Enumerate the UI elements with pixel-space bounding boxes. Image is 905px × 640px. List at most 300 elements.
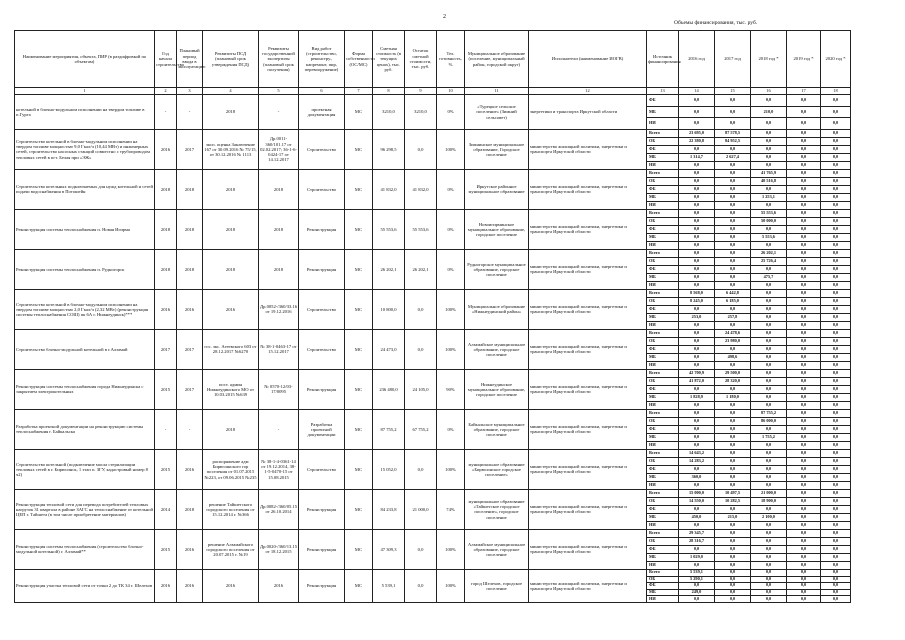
- psd-details: 2018: [203, 249, 259, 289]
- object-name: Реконструкция системы теплоснабжения п. Рудногорск: [15, 249, 155, 289]
- funding-amount: 0,0: [679, 209, 715, 217]
- column-header: Форма собственности (ОС/МС): [345, 31, 373, 88]
- funding-amount: 2 100,0: [751, 513, 787, 521]
- funding-amount: 10 282,5: [715, 497, 751, 505]
- funding-source: ОБ: [647, 297, 679, 305]
- column-number: 15: [715, 88, 751, 95]
- funding-amount: 0,0: [787, 497, 821, 505]
- funding-amount: 0,0: [679, 353, 715, 361]
- psd-details: 2018: [203, 209, 259, 249]
- funding-amount: 0,0: [787, 481, 821, 489]
- column-number: 9: [405, 88, 437, 95]
- funding-amount: 0,0: [821, 561, 851, 569]
- column-number: 6: [299, 88, 345, 95]
- expertise-details: 2018: [259, 249, 299, 289]
- funding-amount: 0,0: [715, 161, 751, 169]
- funding-amount: 0,0: [787, 401, 821, 409]
- funding-amount: 0,0: [751, 369, 787, 377]
- executor: министерство жилищной политики, энергетики и транспорта Иркутской области: [529, 449, 647, 489]
- commission-period: 2016: [177, 289, 203, 329]
- funding-amount: 0,0: [751, 441, 787, 449]
- funding-amount: 0,0: [679, 281, 715, 289]
- funding-amount: 0,0: [715, 265, 751, 273]
- funding-amount: 0,0: [715, 589, 751, 596]
- funding-amount: 0,0: [715, 433, 751, 441]
- funding-amount: 41 872,0: [679, 377, 715, 385]
- funding-amount: 0,0: [679, 177, 715, 185]
- funding-amount: 0,0: [751, 553, 787, 561]
- funding-source: ФБ: [647, 465, 679, 473]
- funding-amount: 0,0: [715, 449, 751, 457]
- funding-amount: 0,0: [751, 589, 787, 596]
- funding-amount: 0,0: [787, 281, 821, 289]
- funding-amount: 0,0: [715, 553, 751, 561]
- funding-amount: 0,0: [787, 425, 821, 433]
- start-year: 2015: [155, 529, 177, 569]
- funding-amount: 0,0: [679, 95, 715, 107]
- executor: министерство жилищной политики, энергетики и транспорта Иркутской области: [529, 169, 647, 209]
- funding-amount: 0,0: [787, 353, 821, 361]
- start-year: 2016: [155, 129, 177, 169]
- funding-source: Всего: [647, 569, 679, 576]
- funding-amount: 5 290,1: [679, 576, 715, 583]
- readiness: 74%: [437, 489, 465, 529]
- work-type: Строительство: [299, 129, 345, 169]
- table-row: [15, 369, 851, 377]
- funding-amount: 0,0: [821, 361, 851, 369]
- funding-amount: 0,0: [821, 425, 851, 433]
- readiness: 100%: [437, 449, 465, 489]
- psd-details: 2018: [203, 169, 259, 209]
- ownership: МС: [345, 569, 373, 602]
- funding-amount: 0,0: [715, 569, 751, 576]
- column-number: 1: [15, 88, 155, 95]
- work-type: проектная документация: [299, 95, 345, 130]
- funding-amount: 0,0: [787, 137, 821, 145]
- funding-amount: 0,0: [821, 118, 851, 130]
- funding-amount: 0,0: [679, 106, 715, 118]
- funding-amount: 0,0: [787, 561, 821, 569]
- funding-amount: 0,0: [751, 265, 787, 273]
- funding-amount: 0,0: [715, 361, 751, 369]
- funding-amount: 0,0: [821, 161, 851, 169]
- funding-amount: 450,0: [679, 513, 715, 521]
- funding-amount: 0,0: [787, 289, 821, 297]
- start-year: 2015: [155, 449, 177, 489]
- funding-amount: 0,0: [787, 257, 821, 265]
- funding-amount: 0,0: [751, 569, 787, 576]
- funding-amount: 0,0: [787, 589, 821, 596]
- municipality: Байкальское муниципальное образование, городское поселение: [465, 409, 529, 449]
- column-header: 2019 год *: [787, 31, 821, 88]
- ownership: МС: [345, 329, 373, 369]
- funding-amount: 0,0: [679, 583, 715, 590]
- funding-amount: 0,0: [751, 153, 787, 161]
- funding-amount: 0,0: [821, 201, 851, 209]
- funding-amount: 0,0: [679, 305, 715, 313]
- funding-amount: 0,0: [821, 169, 851, 177]
- funding-amount: 29 500,0: [715, 369, 751, 377]
- object-name: Реконструкция тепловой сети для перевода потребителей тепловых нагрузок 31 квартала в районе ЗАГС на теплоснабжение от котельной ЦЕП г. Тайшета (в том числе приобретение материалов): [15, 489, 155, 529]
- funding-amount: 249,0: [679, 589, 715, 596]
- funding-amount: 1 029,0: [679, 553, 715, 561]
- object-name: Строительство котельной в блочно-модульном исполнении на твердом топливе мощностью 2,0 Гкал/ч (2,32 МВт) (реконструкция системы теплоснабжения СОШ) пк 6А г. Нижнеудинск)***: [15, 289, 155, 329]
- readiness: 0%: [437, 409, 465, 449]
- funding-amount: 0,0: [751, 329, 787, 337]
- estimated-cost: 15 052,0: [373, 449, 405, 489]
- funding-amount: 0,0: [821, 193, 851, 201]
- table-row: [15, 529, 851, 537]
- funding-amount: 0,0: [715, 473, 751, 481]
- funding-amount: 0,0: [787, 596, 821, 603]
- funding-amount: 0,0: [821, 321, 851, 329]
- start-year: -: [155, 95, 177, 130]
- funding-amount: 0,0: [787, 321, 821, 329]
- column-number: 11: [465, 88, 529, 95]
- object-name: Разработка проектной документации на реконструкцию системы теплоснабжения г. Байкальска: [15, 409, 155, 449]
- funding-amount: 0,0: [751, 161, 787, 169]
- column-number: 14: [679, 88, 715, 95]
- funding-amount: 0,0: [751, 473, 787, 481]
- funding-amount: 0,0: [787, 345, 821, 353]
- funding-amount: 0,0: [787, 521, 821, 529]
- object-name: Реконструкция системы теплоснабжения п. Новая Игирма: [15, 209, 155, 249]
- funding-source: МБ: [647, 193, 679, 201]
- funding-amount: 0,0: [679, 433, 715, 441]
- table-row: [15, 129, 851, 137]
- psd-details: 2018: [203, 95, 259, 130]
- funding-amount: 0,0: [715, 217, 751, 225]
- funding-amount: 0,0: [821, 233, 851, 241]
- expertise-details: -: [259, 95, 299, 130]
- funding-amount: 0,0: [715, 576, 751, 583]
- expertise-details: № 38-1-4-0361-14 от 19.12.2014, 38-1-5-0470-15 от 15.08.2015: [259, 449, 299, 489]
- funding-amount: 0,0: [679, 145, 715, 153]
- funding-source: ФБ: [647, 265, 679, 273]
- funding-amount: 0,0: [679, 481, 715, 489]
- start-year: 2015: [155, 369, 177, 409]
- funding-amount: 0,0: [821, 473, 851, 481]
- funding-source: МБ: [647, 233, 679, 241]
- funding-amount: 0,0: [751, 241, 787, 249]
- funding-source: МБ: [647, 106, 679, 118]
- column-number: 3: [177, 88, 203, 95]
- psd-details: 2018: [203, 409, 259, 449]
- municipality: Рудногорское муниципальное образование, городское поселение: [465, 249, 529, 289]
- funding-amount: 0,0: [821, 289, 851, 297]
- expertise-details: № 0570-12/03-17/0095: [259, 369, 299, 409]
- funding-amount: 0,0: [821, 545, 851, 553]
- ownership: МС: [345, 529, 373, 569]
- table-row: [15, 489, 851, 497]
- funding-amount: 0,0: [679, 596, 715, 603]
- funding-amount: 0,0: [679, 521, 715, 529]
- executor: министерство жилищной политики, энергетики и транспорта Иркутской области: [529, 329, 647, 369]
- funding-source: МБ: [647, 473, 679, 481]
- work-type: Реконструкция: [299, 489, 345, 529]
- funding-amount: 0,0: [751, 583, 787, 590]
- funding-source: Всего: [647, 489, 679, 497]
- column-header: 2018 год *: [751, 31, 787, 88]
- funding-amount: 0,0: [787, 177, 821, 185]
- readiness: 100%: [437, 329, 465, 369]
- funding-amount: 0,0: [715, 505, 751, 513]
- funding-amount: 0,0: [751, 313, 787, 321]
- funding-source: ФБ: [647, 385, 679, 393]
- funding-amount: 0,0: [787, 441, 821, 449]
- funding-amount: 0,0: [787, 473, 821, 481]
- work-type: Реконструкция: [299, 529, 345, 569]
- expertise-details: Др.0020-/360/13.15 от 18.12.2015: [259, 529, 299, 569]
- funding-amount: 0,0: [821, 305, 851, 313]
- remaining-cost: 55 553,6: [405, 209, 437, 249]
- estimated-cost: 55 553,6: [373, 209, 405, 249]
- funding-source: ОБ: [647, 576, 679, 583]
- funding-amount: 0,0: [751, 137, 787, 145]
- readiness: 0%: [437, 209, 465, 249]
- column-number: 18: [821, 88, 851, 95]
- funding-amount: 0,0: [751, 118, 787, 130]
- funding-amount: 0,0: [751, 185, 787, 193]
- funding-amount: 0,0: [821, 137, 851, 145]
- funding-amount: 0,0: [751, 201, 787, 209]
- funding-amount: 0,0: [821, 576, 851, 583]
- funding-amount: 0,0: [821, 457, 851, 465]
- municipality: муниципальное образование «Бирюсинское городское поселение»: [465, 449, 529, 489]
- funding-amount: 0,0: [821, 589, 851, 596]
- ownership: МС: [345, 169, 373, 209]
- start-year: -: [155, 409, 177, 449]
- funding-amount: 0,0: [715, 106, 751, 118]
- funding-amount: 0,0: [787, 297, 821, 305]
- funding-amount: 0,0: [679, 273, 715, 281]
- funding-amount: 0,0: [715, 385, 751, 393]
- work-type: Строительство: [299, 329, 345, 369]
- funding-amount: 23 980,0: [715, 337, 751, 345]
- funding-amount: 18 900,0: [751, 497, 787, 505]
- executor: энергетики и транспорта Иркутской области: [529, 95, 647, 130]
- funding-amount: 0,0: [787, 417, 821, 425]
- funding-amount: 0,0: [751, 145, 787, 153]
- funding-amount: 0,0: [821, 409, 851, 417]
- column-number: 12: [529, 88, 647, 95]
- funding-amount: 15 000,0: [679, 489, 715, 497]
- funding-amount: 0,0: [821, 505, 851, 513]
- funding-amount: 0,0: [787, 249, 821, 257]
- work-type: Строительство: [299, 289, 345, 329]
- funding-amount: 0,0: [715, 95, 751, 107]
- municipality: Алзамайское муниципальное образование, городское поселение: [465, 329, 529, 369]
- executor: министерство жилищной политики, энергетики и транспорта Иркутской области: [529, 249, 647, 289]
- funding-amount: 257,8: [715, 313, 751, 321]
- funding-amount: 0,0: [821, 497, 851, 505]
- funding-amount: 42 700,9: [679, 369, 715, 377]
- funding-amount: 0,0: [821, 537, 851, 545]
- ownership: МС: [345, 209, 373, 249]
- funding-amount: 0,0: [821, 553, 851, 561]
- funding-source: ОБ: [647, 137, 679, 145]
- funding-amount: 0,0: [821, 217, 851, 225]
- commission-period: 2017: [177, 369, 203, 409]
- funding-amount: 0,0: [751, 297, 787, 305]
- funding-amount: 0,0: [787, 545, 821, 553]
- funding-amount: 0,0: [821, 249, 851, 257]
- funding-source: НИ: [647, 481, 679, 489]
- funding-amount: 1 828,9: [679, 393, 715, 401]
- page-number: 2: [443, 14, 446, 20]
- funding-source: Всего: [647, 209, 679, 217]
- funding-amount: 0,0: [821, 265, 851, 273]
- funding-amount: 0,0: [679, 185, 715, 193]
- funding-amount: 0,0: [787, 583, 821, 590]
- estimated-cost: 236 480,0: [373, 369, 405, 409]
- funding-amount: 0,0: [679, 118, 715, 130]
- funding-amount: 0,0: [715, 481, 751, 489]
- funding-amount: 84 952,5: [715, 137, 751, 145]
- funding-source: Всего: [647, 369, 679, 377]
- funding-amount: 0,0: [787, 217, 821, 225]
- commission-period: 2016: [177, 529, 203, 569]
- funding-amount: 0,0: [821, 329, 851, 337]
- column-header: 2017 год: [715, 31, 751, 88]
- funding-amount: 0,0: [787, 265, 821, 273]
- funding-amount: 1 180,0: [715, 393, 751, 401]
- funding-source: НИ: [647, 441, 679, 449]
- commission-period: 2018: [177, 489, 203, 529]
- funding-amount: 0,0: [787, 193, 821, 201]
- funding-source: НИ: [647, 596, 679, 603]
- funding-amount: 22 380,8: [679, 137, 715, 145]
- psd-details: эксп. оценка Заключение 167 от 30.09.2016 № 75/15, от 30.12.2016 № 1113: [203, 129, 259, 169]
- column-header: Реквизиты государственной экспертизы (плановый срок получения): [259, 31, 299, 88]
- funding-source: МБ: [647, 553, 679, 561]
- readiness: 100%: [437, 569, 465, 602]
- funding-amount: 0,0: [821, 521, 851, 529]
- expertise-details: 2016: [259, 569, 299, 602]
- funding-amount: 0,0: [787, 393, 821, 401]
- remaining-cost: 26 202,1: [405, 249, 437, 289]
- psd-details: 2016: [203, 569, 259, 602]
- funding-amount: 0,0: [751, 425, 787, 433]
- commission-period: 2018: [177, 169, 203, 209]
- funding-amount: 14 550,0: [679, 497, 715, 505]
- funding-amount: 0,0: [715, 583, 751, 590]
- funding-amount: 0,0: [715, 241, 751, 249]
- executor: министерство жилищной политики, энергетики и транспорта Иркутской области: [529, 369, 647, 409]
- funding-amount: 0,0: [751, 289, 787, 297]
- funding-source: ФБ: [647, 145, 679, 153]
- funding-source: ФБ: [647, 425, 679, 433]
- funding-amount: 0,0: [787, 233, 821, 241]
- remaining-cost: 67 755,2: [405, 409, 437, 449]
- funding-amount: 0,0: [821, 401, 851, 409]
- funding-amount: 1 755,2: [751, 433, 787, 441]
- funding-source: ФБ: [647, 345, 679, 353]
- funding-amount: 28 316,7: [679, 537, 715, 545]
- funding-amount: 0,0: [787, 337, 821, 345]
- municipality: Алзамайское муниципальное образование, городское поселение: [465, 529, 529, 569]
- work-type: Реконструкция: [299, 209, 345, 249]
- funding-amount: 0,0: [679, 265, 715, 273]
- funding-amount: 0,0: [787, 201, 821, 209]
- funding-source: ФБ: [647, 583, 679, 590]
- funding-amount: 0,0: [821, 529, 851, 537]
- municipality: Иркутское районное муниципальное образование: [465, 169, 529, 209]
- remaining-cost: 3210,0: [405, 95, 437, 130]
- funding-amount: 0,0: [679, 241, 715, 249]
- funding-amount: 0,0: [715, 465, 751, 473]
- work-type: Строительство: [299, 169, 345, 209]
- funding-source: ОБ: [647, 537, 679, 545]
- table-row: [15, 289, 851, 297]
- funding-amount: 0,0: [715, 249, 751, 257]
- funding-amount: 21 000,0: [751, 489, 787, 497]
- ownership: МС: [345, 249, 373, 289]
- object-name: Строительство котельной в блочно-модульном исполнении на твердом топливе мощностью 9,0 Гкал/ч (10,44 МВт) и инженерных сетей, строительство насосных станций совместно с трубопроводом тепловых сетей в пгт. Белая при «ЭЖ»: [15, 129, 155, 169]
- funding-amount: 8 245,0: [679, 297, 715, 305]
- ownership: МС: [345, 409, 373, 449]
- funding-amount: 0,0: [821, 489, 851, 497]
- funding-amount: 0,0: [715, 521, 751, 529]
- expertise-details: Др.0011-360/101.17 от 02.02.2017; 36-1-6-0424-17 от 14.12.2017: [259, 129, 299, 169]
- executor: министерство жилищной политики, энергетики и транспорта Иркутской области: [529, 569, 647, 602]
- funding-source: ОБ: [647, 377, 679, 385]
- work-type: Реконструкция: [299, 249, 345, 289]
- funding-amount: 0,0: [821, 185, 851, 193]
- investment-table: [14, 30, 851, 603]
- funding-amount: 0,0: [679, 169, 715, 177]
- expertise-details: Др.0052-/360/33.16 от 19.12.2016: [259, 289, 299, 329]
- executor: министерство жилищной политики, энергетики и транспорта Иркутской области: [529, 409, 647, 449]
- funding-source: МБ: [647, 433, 679, 441]
- column-number-row: [15, 88, 851, 95]
- funding-amount: 0,0: [751, 361, 787, 369]
- funding-amount: 0,0: [679, 361, 715, 369]
- object-name: Реконструкция участка тепловой сети от точки 2 до ТК 34 г. Шелехов: [15, 569, 155, 602]
- funding-amount: 0,0: [679, 161, 715, 169]
- start-year: 2017: [155, 329, 177, 369]
- column-number: 4: [203, 88, 259, 95]
- table-row: [15, 169, 851, 177]
- funding-amount: 0,0: [679, 441, 715, 449]
- commission-period: 2016: [177, 449, 203, 489]
- start-year: 2018: [155, 249, 177, 289]
- funding-amount: 87 755,2: [751, 409, 787, 417]
- funding-amount: 0,0: [821, 153, 851, 161]
- column-number: 7: [345, 88, 373, 95]
- table-row: [15, 409, 851, 417]
- commission-period: 2017: [177, 329, 203, 369]
- funding-amount: 0,0: [715, 233, 751, 241]
- estimated-cost: 10 800,0: [373, 289, 405, 329]
- funding-amount: 0,0: [679, 233, 715, 241]
- object-name: Реконструкция системы теплоснабжения города Нижнеудинска с закрытием электрокотельных: [15, 369, 155, 409]
- funding-amount: 0,0: [679, 409, 715, 417]
- municipality: Новоигирминское муниципальное образование, городское поселение: [465, 209, 529, 249]
- funding-amount: 40 516,8: [751, 177, 787, 185]
- funding-amount: 0,0: [787, 273, 821, 281]
- expertise-details: 2018: [259, 169, 299, 209]
- readiness: 0%: [437, 95, 465, 130]
- executor: министерство жилищной политики, энергетики и транспорта Иркутской области: [529, 289, 647, 329]
- funding-source: МБ: [647, 273, 679, 281]
- funding-amount: 0,0: [751, 576, 787, 583]
- funding-amount: 0,0: [679, 193, 715, 201]
- readiness: 0%: [437, 169, 465, 209]
- funding-amount: 0,0: [679, 321, 715, 329]
- table-row: [15, 249, 851, 257]
- funding-amount: 0,0: [715, 545, 751, 553]
